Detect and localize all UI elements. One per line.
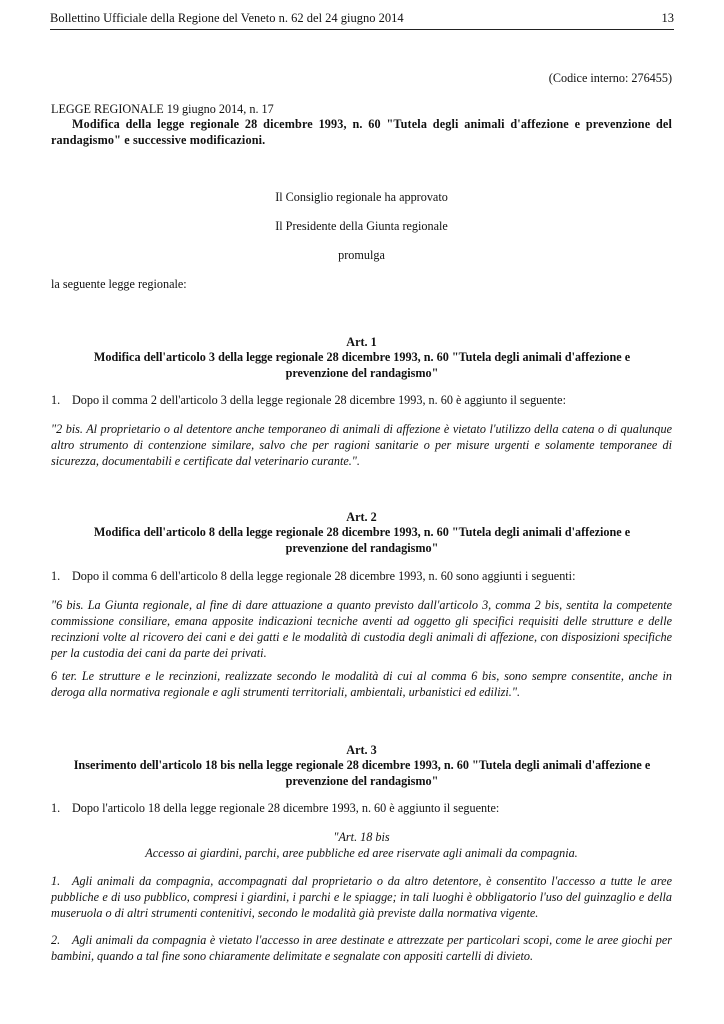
article-label: Art. 1 <box>346 335 377 349</box>
law-title: Modifica della legge regionale 28 dicembre 1993, n. 60 "Tutela degli animali d'affezione e prevenzione del randagismo" e successive modificazioni. <box>51 117 672 147</box>
preamble-approved: Il Consiglio regionale ha approvato <box>275 190 448 204</box>
preamble-promulga: promulga <box>338 248 385 262</box>
sub-paragraph-text: Agli animali da compagnia, accompagnati dal proprietario o da altro detentore, è consentito l'accesso a tutte le aree pubbliche e di uso pubblico, compresi i giardini, i parchi e le spiagge; in tali luoghi è obbligatorio l'uso del guinzaglio e della museruola o di altri strumenti contenitivi, secondo le modalità già previste dalla normativa vigente. <box>51 874 672 920</box>
paragraph-text: Dopo il comma 6 dell'articolo 8 della legge regionale 28 dicembre 1993, n. 60 sono aggiunti i seguenti: <box>72 569 576 583</box>
sub-paragraph-number: 1. <box>51 874 61 888</box>
preamble-president: Il Presidente della Giunta regionale <box>275 219 448 233</box>
running-header <box>50 10 674 30</box>
quoted-text: "2 bis. Al proprietario o al detentore anche temporaneo di animali di affezione è vietato l'utilizzo della catena o di qualunque altro strumento di contenzione similare, salvo che per ragioni sanitarie o per misure urgenti e solamente temporanee di sicurezza, documentabili e certificate dal veterinario curante.". <box>51 422 672 468</box>
sub-paragraph-number: 2. <box>51 933 61 947</box>
quoted-text: "6 bis. La Giunta regionale, al fine di dare attuazione a quanto previsto dall'articolo 3, comma 2 bis, sentita la competente commissione consiliare, emana apposite indicazioni tecniche aventi ad oggetto gli specifici requisiti delle strutture e delle recinzioni volte al ricovero dei cani e dei gatti e le modalità di custodia degli animali di affezione, con disposizioni specifiche per la custodia dei cani da parte dei privati. <box>51 598 672 660</box>
paragraph-text: Dopo il comma 2 dell'articolo 3 della legge regionale 28 dicembre 1993, n. 60 è aggiunto il seguente: <box>72 393 566 407</box>
sub-paragraph-text: Agli animali da compagnia è vietato l'accesso in aree destinate e attrezzate per particolari scopi, come le aree giochi per bambini, quando a tal fine sono chiaramente delimitate e segnalate con appositi cartelli di divieto. <box>51 933 672 963</box>
article-paragraph <box>51 392 672 408</box>
paragraph-number: 1. <box>51 569 61 583</box>
article-paragraph <box>51 800 672 816</box>
bulletin-title: Bollettino Ufficiale della Regione del Veneto n. 62 del 24 giugno 2014 <box>50 11 404 25</box>
article-paragraph <box>51 568 672 584</box>
inner-article-label: "Art. 18 bis <box>333 830 390 844</box>
preamble-following: la seguente legge regionale: <box>51 277 187 291</box>
paragraph-text: Dopo l'articolo 18 della legge regionale 28 dicembre 1993, n. 60 è aggiunto il seguente: <box>72 801 500 815</box>
article-title: Inserimento dell'articolo 18 bis nella legge regionale 28 dicembre 1993, n. 60 "Tutela degli animali d'affezione e prevenzione del randagismo" <box>73 758 651 788</box>
law-heading: LEGGE REGIONALE 19 giugno 2014, n. 17 <box>51 102 274 116</box>
sub-paragraph <box>51 873 672 921</box>
sub-paragraph <box>51 932 672 964</box>
quoted-text: 6 ter. Le strutture e le recinzioni, realizzate secondo le modalità di cui al comma 6 bis, sono sempre consentite, anche in deroga alla normativa regionale e agli strumenti territoriali, ambientali, urbanistici ed edilizi.". <box>51 669 672 699</box>
page-number: 13 <box>661 11 674 25</box>
internal-code: (Codice interno: 276455) <box>548 71 672 85</box>
article-title: Modifica dell'articolo 3 della legge regionale 28 dicembre 1993, n. 60 "Tutela degli animali d'affezione e prevenzione del randagismo" <box>93 350 631 380</box>
paragraph-number: 1. <box>51 801 61 815</box>
inner-article-title: Accesso ai giardini, parchi, aree pubbliche ed aree riservate agli animali da compagnia. <box>145 846 578 860</box>
paragraph-number: 1. <box>51 393 61 407</box>
article-title: Modifica dell'articolo 8 della legge regionale 28 dicembre 1993, n. 60 "Tutela degli animali d'affezione e prevenzione del randagismo" <box>93 525 631 555</box>
article-label: Art. 2 <box>346 510 377 524</box>
article-label: Art. 3 <box>346 743 377 757</box>
